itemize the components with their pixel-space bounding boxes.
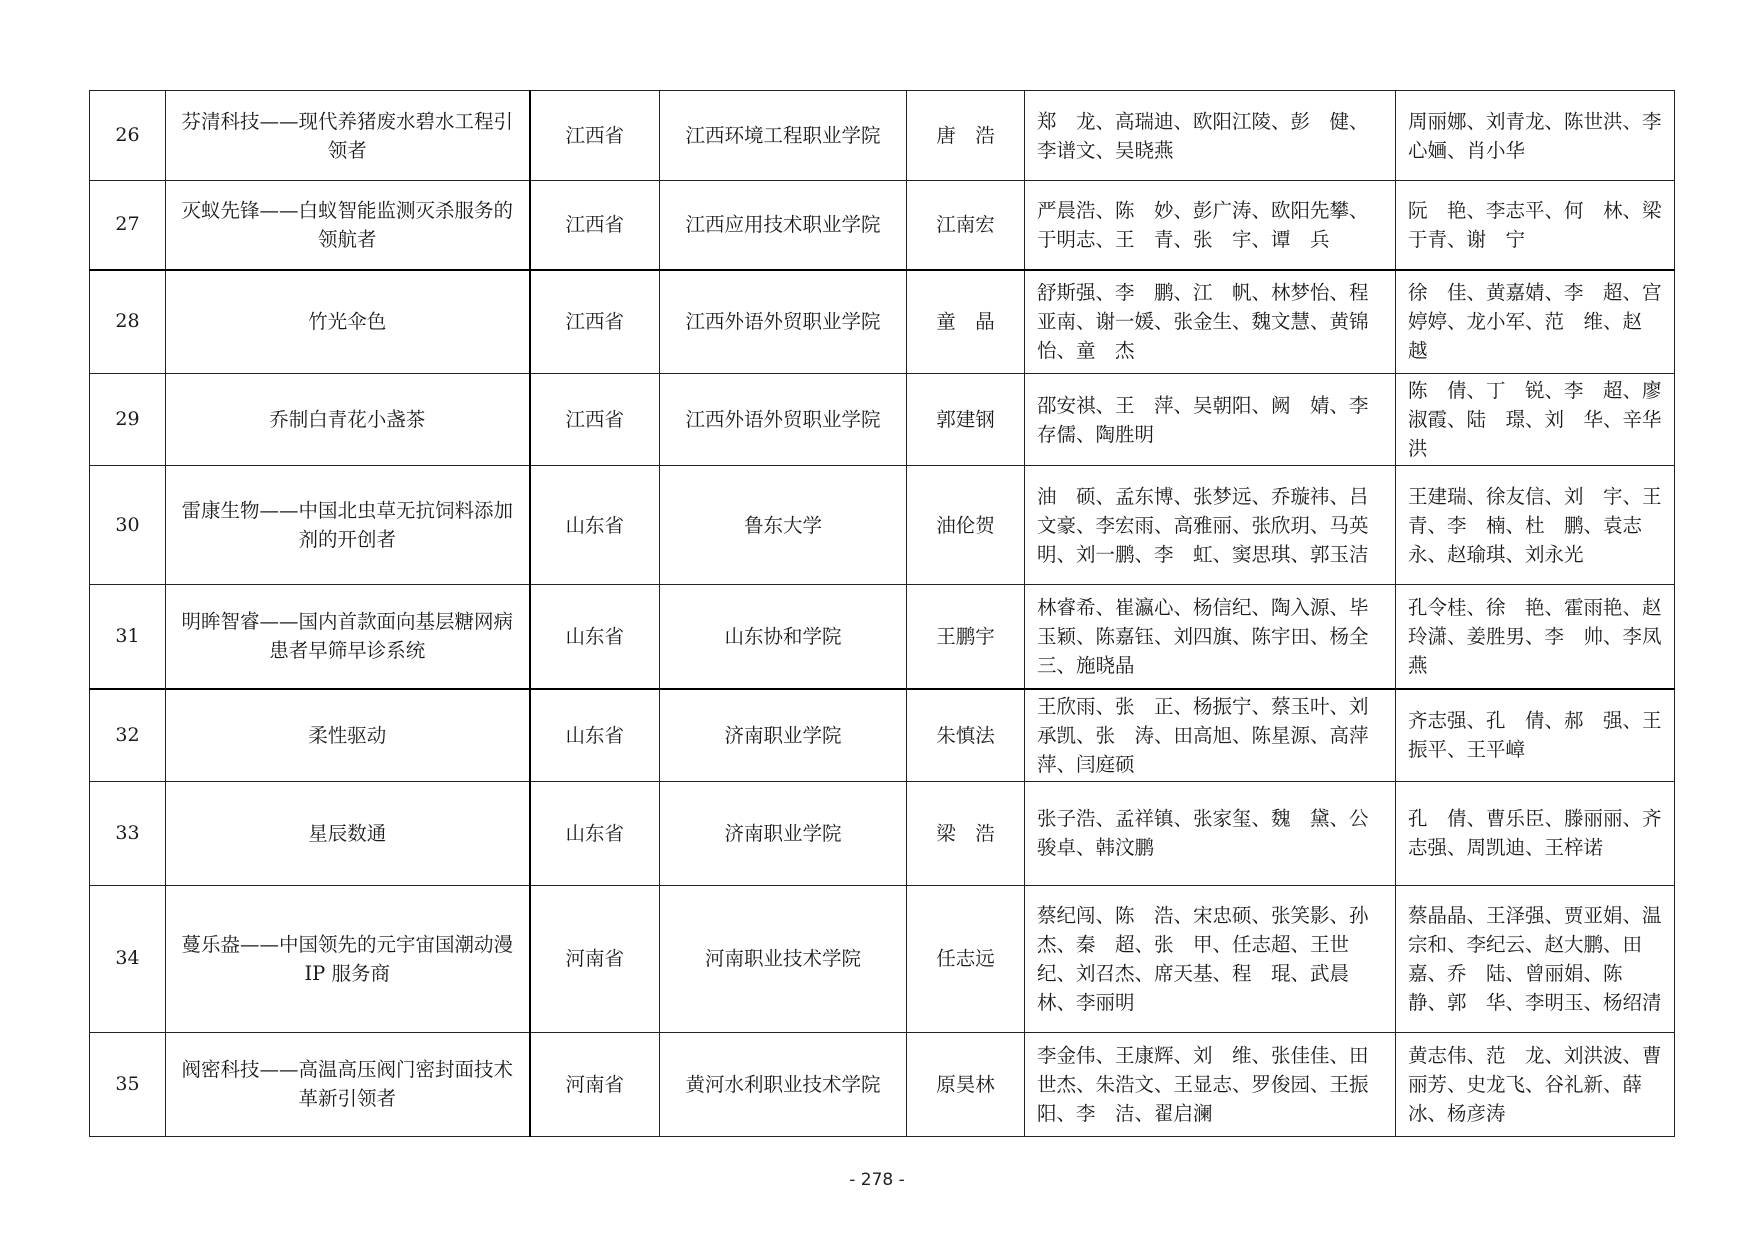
- row-number: 31: [90, 585, 166, 689]
- school: 河南职业技术学院: [660, 885, 907, 1032]
- team-members: 张子浩、孟祥镇、张家玺、魏 黛、公骏卓、韩汶鹏: [1025, 781, 1396, 885]
- team-members: 舒斯强、李 鹏、江 帆、林梦怡、程亚南、谢一媛、张金生、魏文慧、黄锦怡、童 杰: [1025, 270, 1396, 374]
- row-number: 34: [90, 885, 166, 1032]
- table-row: [90, 270, 1675, 374]
- team-leader: 童 晶: [907, 270, 1025, 374]
- row-number: 27: [90, 181, 166, 270]
- mentors: 徐 佳、黄嘉婧、李 超、宫婷婷、龙小军、范 维、赵 越: [1396, 270, 1675, 374]
- team-members: 邵安祺、王 萍、吴朝阳、阙 婧、李存儒、陶胜明: [1025, 374, 1396, 466]
- row-number: 32: [90, 689, 166, 782]
- mentors: 蔡晶晶、王泽强、贾亚娟、温宗和、李纪云、赵大鹏、田 嘉、乔 陆、曾丽娟、陈 静、郭 华、李明玉、杨绍清: [1396, 885, 1675, 1032]
- row-number: 26: [90, 91, 166, 181]
- team-leader: 郭建钢: [907, 374, 1025, 466]
- project-name: 阀密科技——高温高压阀门密封面技术革新引领者: [166, 1032, 530, 1136]
- team-leader: 唐 浩: [907, 91, 1025, 181]
- province: 山东省: [530, 689, 660, 782]
- team-leader: 江南宏: [907, 181, 1025, 270]
- team-leader: 朱慎法: [907, 689, 1025, 782]
- province: 江西省: [530, 270, 660, 374]
- province: 江西省: [530, 91, 660, 181]
- table-row: [90, 374, 1675, 466]
- school: 济南职业学院: [660, 689, 907, 782]
- table-row: [90, 1032, 1675, 1136]
- province: 山东省: [530, 585, 660, 689]
- page-number: - 278 -: [849, 1170, 905, 1190]
- province: 山东省: [530, 466, 660, 585]
- team-members: 林睿希、崔瀛心、杨信纪、陶入源、毕玉颖、陈嘉钰、刘四旗、陈宇田、杨全三、施晓晶: [1025, 585, 1396, 689]
- team-leader: 任志远: [907, 885, 1025, 1032]
- row-number: 33: [90, 781, 166, 885]
- row-number: 35: [90, 1032, 166, 1136]
- team-leader: 原昊林: [907, 1032, 1025, 1136]
- team-members: 严晨浩、陈 妙、彭广涛、欧阳先攀、于明志、王 青、张 宇、谭 兵: [1025, 181, 1396, 270]
- school: 鲁东大学: [660, 466, 907, 585]
- project-name: 雷康生物——中国北虫草无抗饲料添加剂的开创者: [166, 466, 530, 585]
- province: 河南省: [530, 885, 660, 1032]
- province: 河南省: [530, 1032, 660, 1136]
- team-members: 李金伟、王康辉、刘 维、张佳佳、田世杰、朱浩文、王显志、罗俊园、王振阳、李 洁、翟启澜: [1025, 1032, 1396, 1136]
- province: 江西省: [530, 181, 660, 270]
- project-name: 蔓乐盎——中国领先的元宇宙国潮动漫 IP 服务商: [166, 885, 530, 1032]
- team-leader: 油伦贺: [907, 466, 1025, 585]
- school: 江西环境工程职业学院: [660, 91, 907, 181]
- province: 山东省: [530, 781, 660, 885]
- project-name: 柔性驱动: [166, 689, 530, 782]
- team-members: 郑 龙、高瑞迪、欧阳江陵、彭 健、李谱文、吴晓燕: [1025, 91, 1396, 181]
- row-number: 29: [90, 374, 166, 466]
- mentors: 齐志强、孔 倩、郝 强、王振平、王平嶂: [1396, 689, 1675, 782]
- mentors: 孔令桂、徐 艳、霍雨艳、赵玲潇、姜胜男、李 帅、李凤燕: [1396, 585, 1675, 689]
- school: 山东协和学院: [660, 585, 907, 689]
- project-name: 乔制白青花小盏茶: [166, 374, 530, 466]
- project-name: 明眸智睿——国内首款面向基层糖网病患者早筛早诊系统: [166, 585, 530, 689]
- school: 江西应用技术职业学院: [660, 181, 907, 270]
- project-name: 竹光伞色: [166, 270, 530, 374]
- table-row: [90, 585, 1675, 689]
- mentors: 黄志伟、范 龙、刘洪波、曹丽芳、史龙飞、谷礼新、薛 冰、杨彦涛: [1396, 1032, 1675, 1136]
- team-members: 蔡纪闯、陈 浩、宋忠硕、张笑影、孙 杰、秦 超、张 甲、任志超、王世纪、刘召杰、席天基、程 琨、武晨林、李丽明: [1025, 885, 1396, 1032]
- table-row: [90, 91, 1675, 181]
- school: 济南职业学院: [660, 781, 907, 885]
- team-leader: 王鹏宇: [907, 585, 1025, 689]
- school: 黄河水利职业技术学院: [660, 1032, 907, 1136]
- province: 江西省: [530, 374, 660, 466]
- table-row: [90, 885, 1675, 1032]
- school: 江西外语外贸职业学院: [660, 374, 907, 466]
- table-row: [90, 181, 1675, 270]
- mentors: 孔 倩、曹乐臣、滕丽丽、齐志强、周凯迪、王梓诺: [1396, 781, 1675, 885]
- school: 江西外语外贸职业学院: [660, 270, 907, 374]
- row-number: 28: [90, 270, 166, 374]
- mentors: 阮 艳、李志平、何 林、梁于青、谢 宁: [1396, 181, 1675, 270]
- team-members: 王欣雨、张 正、杨振宁、蔡玉叶、刘承凯、张 涛、田高旭、陈星源、高萍萍、闫庭硕: [1025, 689, 1396, 782]
- table-row: [90, 689, 1675, 782]
- team-members: 油 硕、孟东博、张梦远、乔璇祎、吕文豪、李宏雨、高雅丽、张欣玥、马英明、刘一鹏、李 虹、窦思琪、郭玉洁: [1025, 466, 1396, 585]
- mentors: 王建瑞、徐友信、刘 宇、王 青、李 楠、杜 鹏、袁志永、赵瑜琪、刘永光: [1396, 466, 1675, 585]
- table-row: [90, 466, 1675, 585]
- table-row: [90, 781, 1675, 885]
- mentors: 陈 倩、丁 锐、李 超、廖淑霞、陆 璟、刘 华、辛华洪: [1396, 374, 1675, 466]
- team-leader: 梁 浩: [907, 781, 1025, 885]
- project-name: 星辰数通: [166, 781, 530, 885]
- project-name: 灭蚁先锋——白蚁智能监测灭杀服务的领航者: [166, 181, 530, 270]
- project-name: 芬清科技——现代养猪废水碧水工程引领者: [166, 91, 530, 181]
- mentors: 周丽娜、刘青龙、陈世洪、李心婳、肖小华: [1396, 91, 1675, 181]
- row-number: 30: [90, 466, 166, 585]
- award-table: [89, 90, 1682, 1137]
